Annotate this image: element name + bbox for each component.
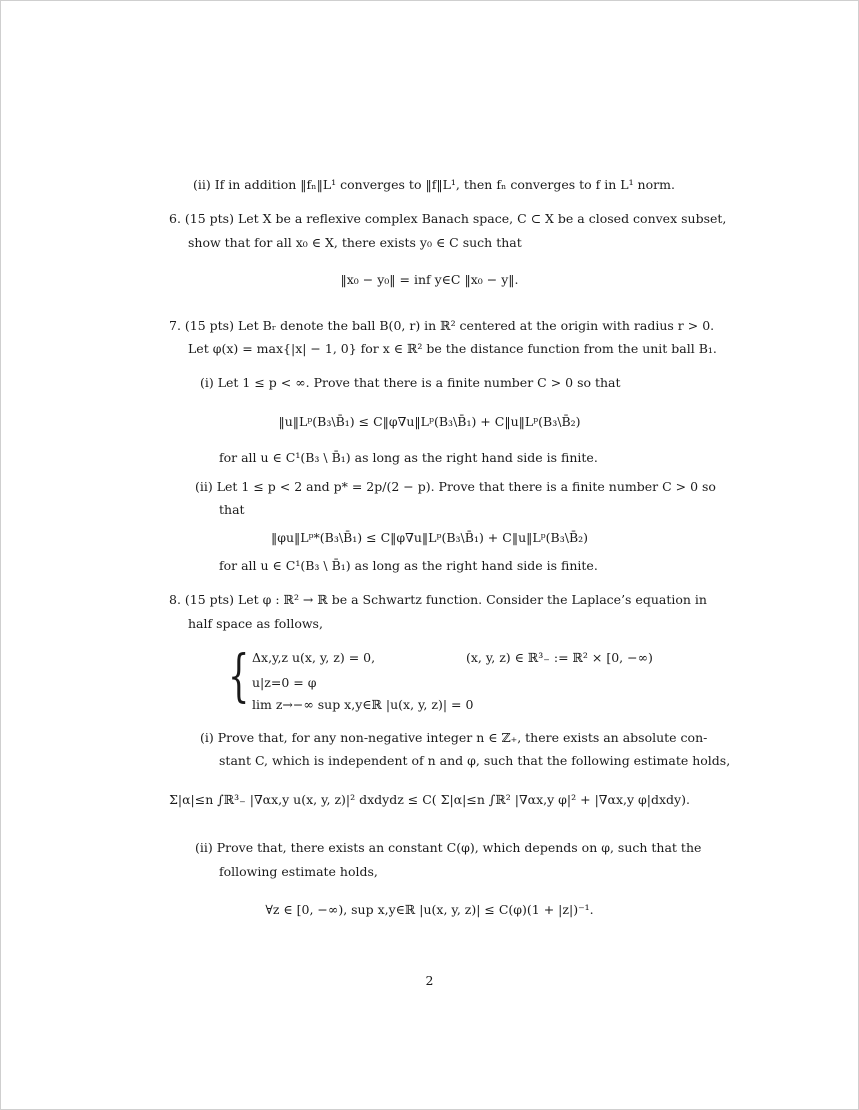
q8-i-equation: Σ|α|≤n ∫ℝ³₋ |∇αx,y u(x, y, z)|² dxdydz ≤ C( Σ|α|≤n ∫ℝ² |∇αx,y φ|² + |∇αx,y φ|dxdy). <box>169 792 690 807</box>
q7-i-line: (i) Let 1 ≤ p < ∞. Prove that there is a finite number C > 0 so that <box>200 375 621 390</box>
q8-system-domain: (x, y, z) ∈ ℝ³₋ := ℝ² × [0, −∞) <box>466 650 653 665</box>
q8-system-eq3: lim z→−∞ sup x,y∈ℝ |u(x, y, z)| = 0 <box>252 697 474 712</box>
q7-line1: 7. (15 pts) Let Bᵣ denote the ball B(0, r) in ℝ² centered at the origin with radius r > 0. <box>169 318 715 333</box>
q8-line1: 8. (15 pts) Let φ : ℝ² → ℝ be a Schwartz function. Consider the Laplace’s equation in <box>169 592 707 607</box>
page-number: 2 <box>425 973 434 988</box>
item-ii-text: (ii) If in addition ‖fₙ‖L¹ converges to ‖f‖L¹, then fₙ converges to f in L¹ norm. <box>193 177 675 192</box>
q8-ii-line2: following estimate holds, <box>219 864 378 879</box>
q8-system-eq2: u|z=0 = φ <box>252 675 317 690</box>
q7-line2: Let φ(x) = max{|x| − 1, 0} for x ∈ ℝ² be the distance function from the unit ball B₁. <box>188 341 717 356</box>
q7-ii-after: for all u ∈ C¹(B₃ \ B̄₁) as long as the right hand side is finite. <box>219 558 598 573</box>
q7-ii-line2: that <box>219 502 245 517</box>
q7-i-after: for all u ∈ C¹(B₃ \ B̄₁) as long as the right hand side is finite. <box>219 450 598 465</box>
q6-line2: show that for all x₀ ∈ X, there exists y₀ ∈ C such that <box>188 235 522 250</box>
q8-line2: half space as follows, <box>188 616 323 631</box>
q7-ii-equation: ‖φu‖Lᵖ*(B₃\B̄₁) ≤ C‖φ∇u‖Lᵖ(B₃\B̄₁) + C‖u‖Lᵖ(B₃\B̄₂) <box>270 530 589 545</box>
system-brace: { <box>228 644 250 709</box>
q8-i-line2: stant C, which is independent of n and φ, such that the following estimate holds, <box>219 753 731 768</box>
q8-ii-line1: (ii) Prove that, there exists an constant C(φ), which depends on φ, such that the <box>195 840 702 855</box>
q8-system-eq1: Δx,y,z u(x, y, z) = 0, <box>252 650 376 665</box>
q7-i-equation: ‖u‖Lᵖ(B₃\B̄₁) ≤ C‖φ∇u‖Lᵖ(B₃\B̄₁) + C‖u‖Lᵖ(B₃\B̄₂) <box>278 414 581 429</box>
q6-line1: 6. (15 pts) Let X be a reflexive complex Banach space, C ⊂ X be a closed convex subset, <box>169 211 727 226</box>
q8-ii-equation: ∀z ∈ [0, −∞), sup x,y∈ℝ |u(x, y, z)| ≤ C(φ)(1 + |z|)⁻¹. <box>265 902 594 917</box>
q8-i-line1: (i) Prove that, for any non-negative integer n ∈ ℤ₊, there exists an absolute con- <box>200 730 708 745</box>
q6-equation: ‖x₀ − y₀‖ = inf y∈C ‖x₀ − y‖. <box>340 272 519 287</box>
q7-ii-line1: (ii) Let 1 ≤ p < 2 and p* = 2p/(2 − p). Prove that there is a finite number C > 0 so <box>195 479 716 494</box>
